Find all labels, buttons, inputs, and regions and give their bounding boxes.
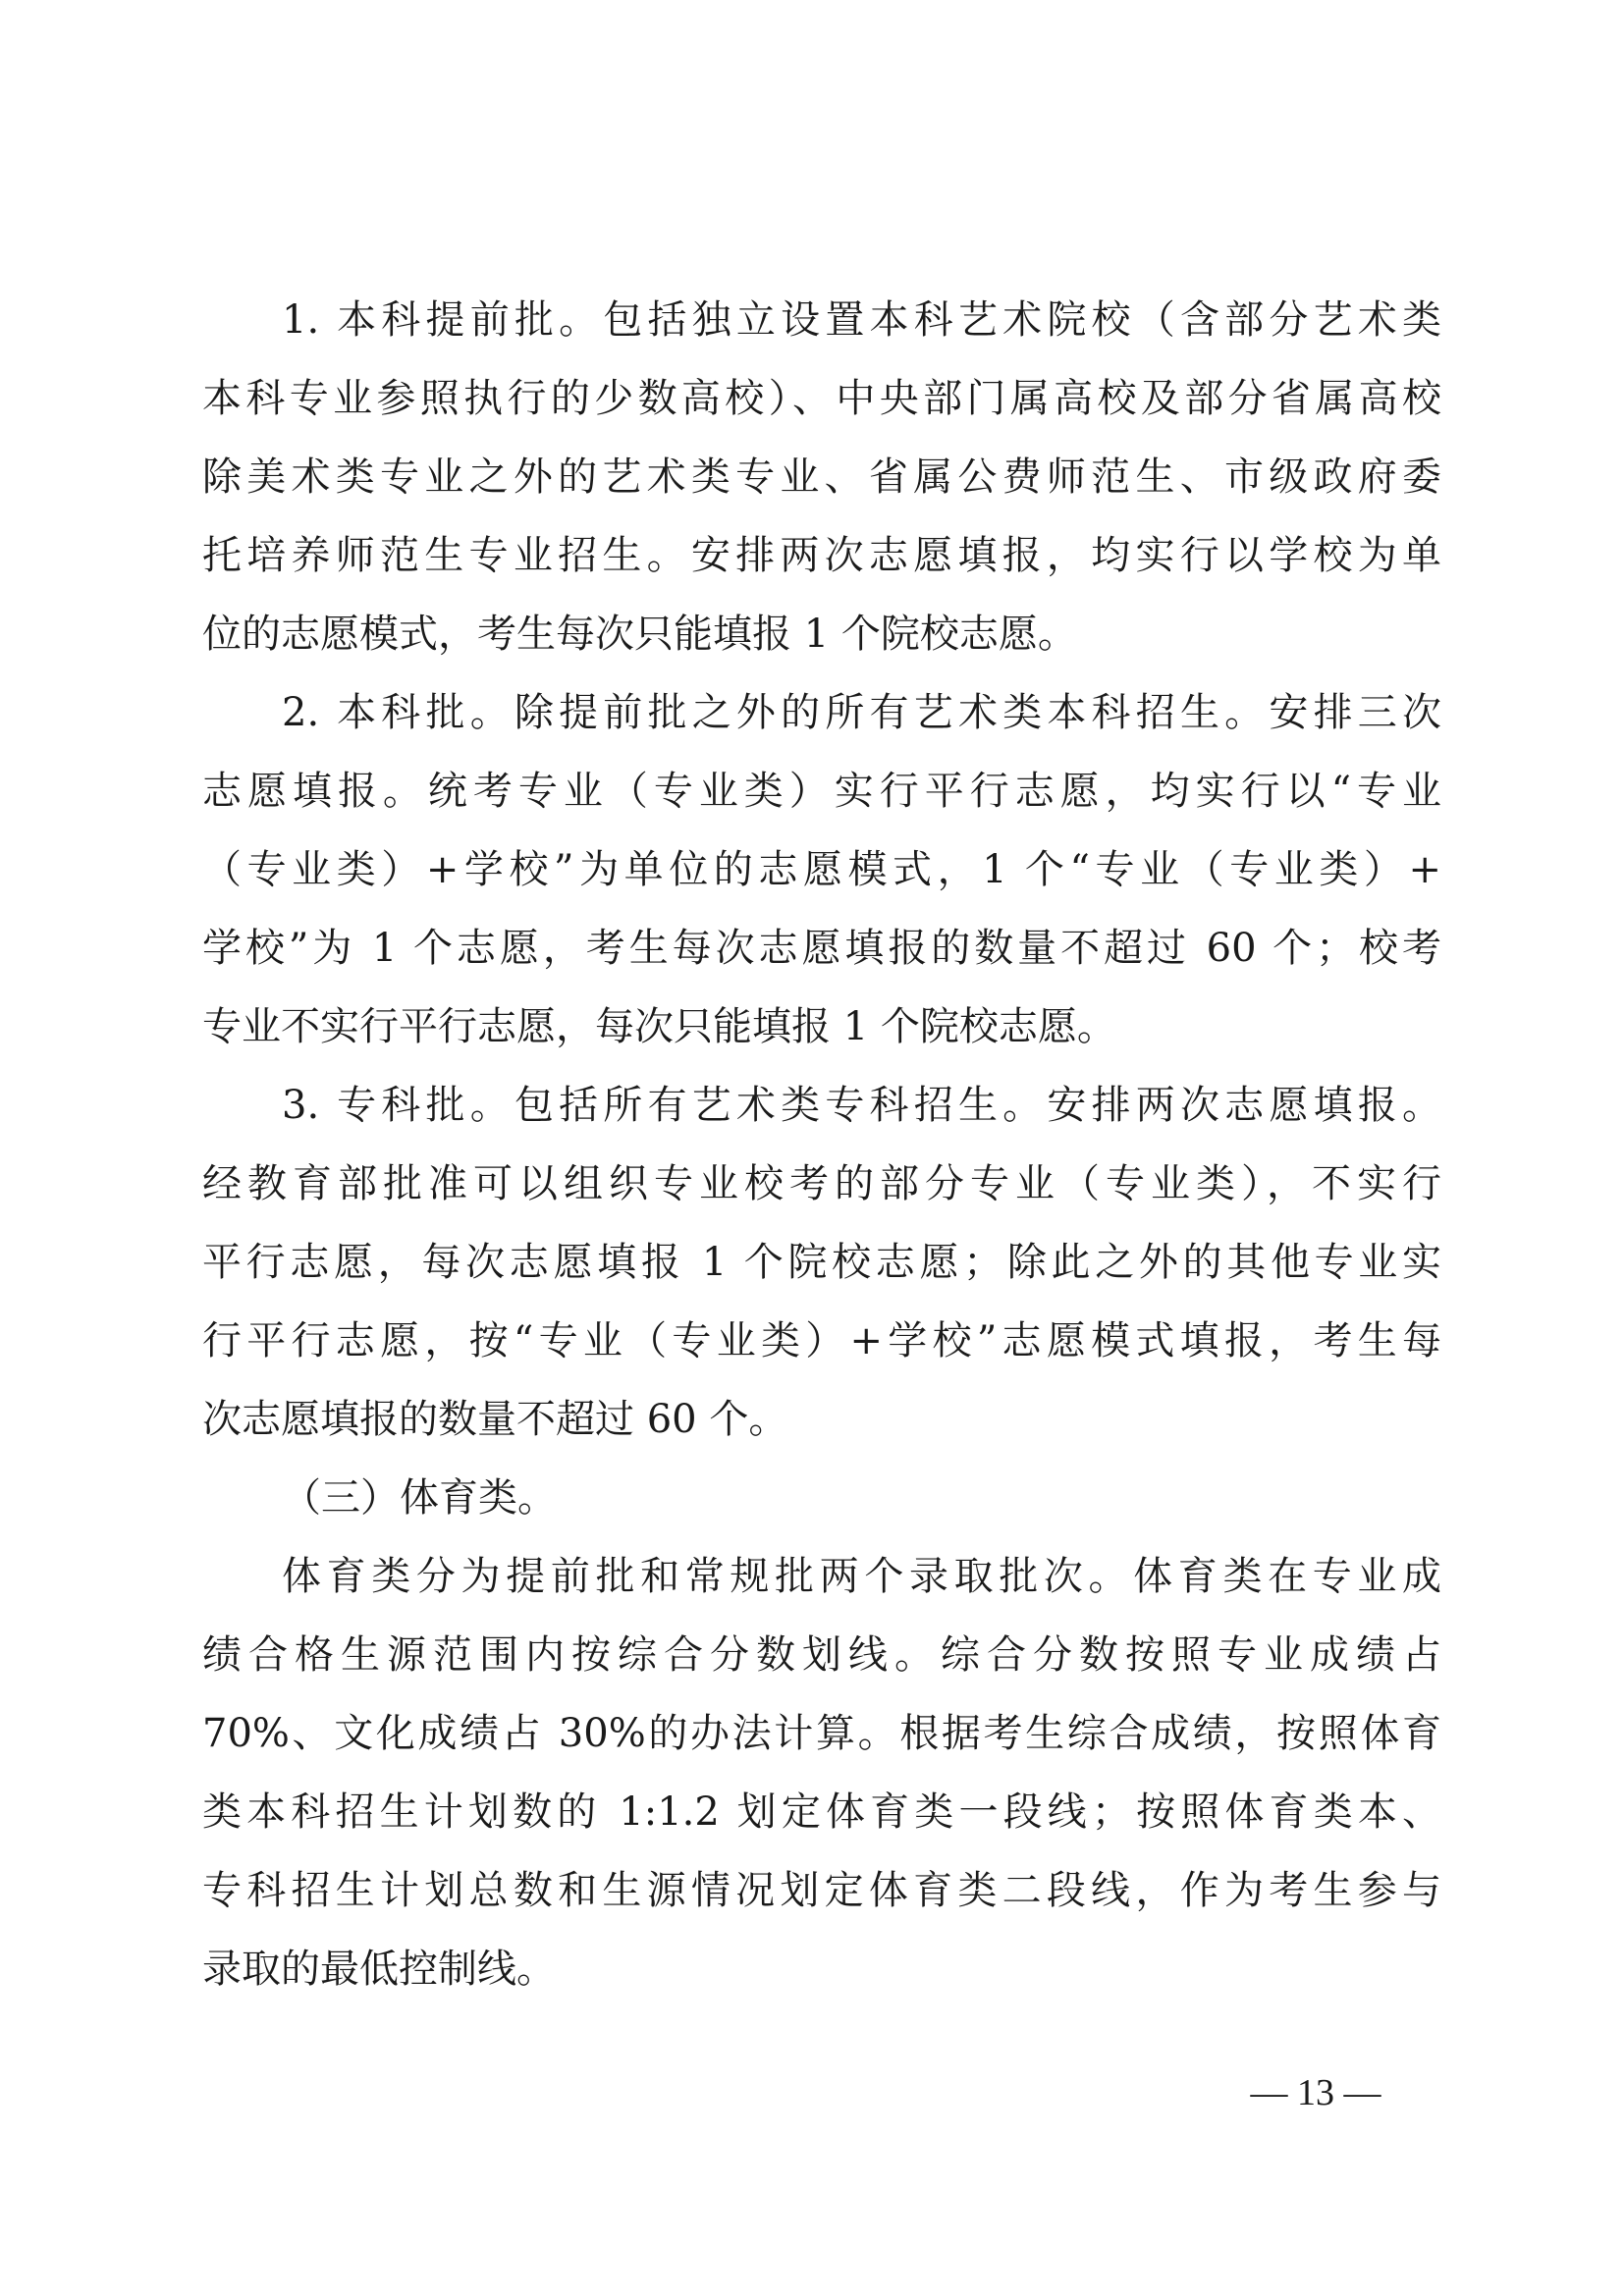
text-line: 2. 本科批。除提前批之外的所有艺术类本科招生。安排三次 (282, 690, 1441, 735)
text-line: 位的志愿模式，考生每次只能填报 1 个院校志愿。 (202, 612, 1077, 657)
text-line: （专业类）+学校”为单位的志愿模式，1 个“专业（专业类）+ (202, 847, 1441, 892)
paragraph-sports (202, 1537, 1441, 2008)
text-line: 70%、文化成绩占 30%的办法计算。根据考生综合成绩，按照体育 (202, 1711, 1441, 1756)
text-line: 志愿填报。统考专业（专业类）实行平行志愿，均实行以“专业 (202, 769, 1441, 814)
text-line: 行平行志愿，按“专业（专业类）+学校”志愿模式填报，考生每 (202, 1318, 1441, 1363)
document-body (202, 281, 1441, 2008)
text-line: 平行志愿，每次志愿填报 1 个院校志愿；除此之外的其他专业实 (202, 1240, 1441, 1285)
text-line: 除美术类专业之外的艺术类专业、省属公费师范生、市级政府委 (202, 454, 1441, 500)
paragraph-undergraduate-batch (202, 673, 1441, 1066)
text-line: 次志愿填报的数量不超过 60 个。 (202, 1397, 788, 1442)
text-line: 经教育部批准可以组织专业校考的部分专业（专业类），不实行 (202, 1161, 1441, 1206)
section-heading-sports (202, 1459, 1441, 1537)
text-line: 体育类分为提前批和常规批两个录取批次。体育类在专业成 (282, 1554, 1441, 1599)
text-line: 1. 本科提前批。包括独立设置本科艺术院校（含部分艺术类 (282, 297, 1441, 343)
text-line: 专业不实行平行志愿，每次只能填报 1 个院校志愿。 (202, 1004, 1116, 1049)
text-line: 学校”为 1 个志愿，考生每次志愿填报的数量不超过 60 个；校考 (202, 926, 1441, 971)
text-line: 录取的最低控制线。 (202, 1947, 556, 1992)
text-line: 本科专业参照执行的少数高校）、中央部门属高校及部分省属高校 (202, 376, 1441, 421)
text-line: 绩合格生源范围内按综合分数划线。综合分数按照专业成绩占 (202, 1632, 1441, 1678)
text-line: 3. 专科批。包括所有艺术类专科招生。安排两次志愿填报。 (282, 1083, 1441, 1128)
text-line: 类本科招生计划数的 1:1.2 划定体育类一段线；按照体育类本、 (202, 1789, 1441, 1835)
paragraph-vocational-batch (202, 1066, 1441, 1459)
paragraph-undergraduate-early-batch (202, 281, 1441, 673)
section-heading: （三）体育类。 (282, 1475, 557, 1521)
page-number: — 13 — (1250, 2072, 1381, 2113)
text-line: 专科招生计划总数和生源情况划定体育类二段线，作为考生参与 (202, 1868, 1441, 1913)
text-line: 托培养师范生专业招生。安排两次志愿填报，均实行以学校为单 (202, 533, 1441, 578)
